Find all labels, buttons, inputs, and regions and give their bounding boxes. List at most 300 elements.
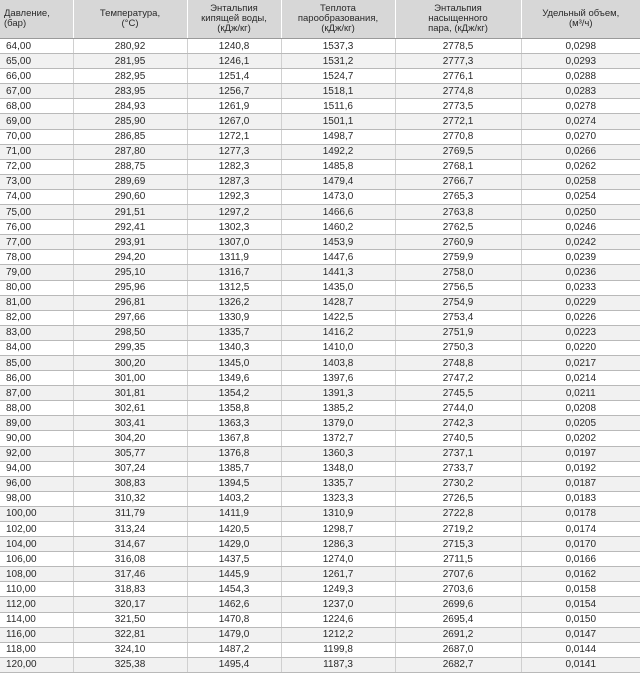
cell-water-enthalpy: 1495,4 <box>187 657 281 672</box>
table-row <box>0 657 640 672</box>
cell-specific-volume: 0,0266 <box>521 144 640 159</box>
cell-steam-enthalpy: 2703,6 <box>395 582 521 597</box>
table-row <box>0 506 640 521</box>
table-row <box>0 491 640 506</box>
cell-vaporization-heat: 1372,7 <box>281 431 395 446</box>
cell-pressure: 72,00 <box>0 159 73 174</box>
cell-specific-volume: 0,0187 <box>521 476 640 491</box>
cell-specific-volume: 0,0208 <box>521 401 640 416</box>
cell-vaporization-heat: 1212,2 <box>281 627 395 642</box>
cell-temperature: 291,51 <box>73 205 187 220</box>
cell-specific-volume: 0,0178 <box>521 506 640 521</box>
cell-water-enthalpy: 1251,4 <box>187 69 281 84</box>
cell-vaporization-heat: 1441,3 <box>281 265 395 280</box>
cell-pressure: 108,00 <box>0 567 73 582</box>
cell-steam-enthalpy: 2726,5 <box>395 491 521 506</box>
cell-vaporization-heat: 1360,3 <box>281 446 395 461</box>
cell-vaporization-heat: 1391,3 <box>281 386 395 401</box>
cell-temperature: 299,35 <box>73 340 187 355</box>
cell-temperature: 324,10 <box>73 642 187 657</box>
cell-temperature: 280,92 <box>73 39 187 54</box>
cell-vaporization-heat: 1428,7 <box>281 295 395 310</box>
cell-pressure: 116,00 <box>0 627 73 642</box>
cell-pressure: 106,00 <box>0 552 73 567</box>
cell-temperature: 289,69 <box>73 174 187 189</box>
cell-water-enthalpy: 1261,9 <box>187 99 281 114</box>
cell-vaporization-heat: 1187,3 <box>281 657 395 672</box>
cell-specific-volume: 0,0141 <box>521 657 640 672</box>
cell-steam-enthalpy: 2770,8 <box>395 129 521 144</box>
cell-steam-enthalpy: 2773,5 <box>395 99 521 114</box>
cell-water-enthalpy: 1302,3 <box>187 220 281 235</box>
cell-pressure: 74,00 <box>0 189 73 204</box>
cell-temperature: 286,85 <box>73 129 187 144</box>
cell-vaporization-heat: 1298,7 <box>281 522 395 537</box>
cell-water-enthalpy: 1345,0 <box>187 355 281 370</box>
cell-steam-enthalpy: 2719,2 <box>395 522 521 537</box>
table-row <box>0 476 640 491</box>
header-line: Удельный объем, <box>542 8 620 19</box>
cell-pressure: 69,00 <box>0 114 73 129</box>
table-row <box>0 552 640 567</box>
cell-pressure: 70,00 <box>0 129 73 144</box>
cell-temperature: 302,61 <box>73 401 187 416</box>
table-row <box>0 159 640 174</box>
cell-water-enthalpy: 1267,0 <box>187 114 281 129</box>
cell-water-enthalpy: 1349,6 <box>187 371 281 386</box>
cell-pressure: 84,00 <box>0 340 73 355</box>
cell-specific-volume: 0,0242 <box>521 235 640 250</box>
cell-temperature: 300,20 <box>73 355 187 370</box>
table-row <box>0 99 640 114</box>
header-line: (бар) <box>4 18 27 29</box>
cell-water-enthalpy: 1297,2 <box>187 205 281 220</box>
cell-specific-volume: 0,0262 <box>521 159 640 174</box>
cell-vaporization-heat: 1199,8 <box>281 642 395 657</box>
cell-vaporization-heat: 1531,2 <box>281 54 395 69</box>
cell-vaporization-heat: 1435,0 <box>281 280 395 295</box>
cell-pressure: 82,00 <box>0 310 73 325</box>
header-line: пара, (кДж/кг) <box>428 23 488 34</box>
cell-specific-volume: 0,0150 <box>521 612 640 627</box>
cell-steam-enthalpy: 2687,0 <box>395 642 521 657</box>
cell-pressure: 81,00 <box>0 295 73 310</box>
table-row <box>0 174 640 189</box>
cell-pressure: 96,00 <box>0 476 73 491</box>
cell-specific-volume: 0,0197 <box>521 446 640 461</box>
cell-steam-enthalpy: 2751,9 <box>395 325 521 340</box>
cell-steam-enthalpy: 2733,7 <box>395 461 521 476</box>
table-row <box>0 265 640 280</box>
cell-water-enthalpy: 1454,3 <box>187 582 281 597</box>
cell-pressure: 66,00 <box>0 69 73 84</box>
cell-vaporization-heat: 1498,7 <box>281 129 395 144</box>
table-row <box>0 205 640 220</box>
table-row <box>0 129 640 144</box>
cell-temperature: 317,46 <box>73 567 187 582</box>
cell-temperature: 285,90 <box>73 114 187 129</box>
cell-pressure: 120,00 <box>0 657 73 672</box>
header-line: насыщенного <box>428 13 488 24</box>
cell-temperature: 287,80 <box>73 144 187 159</box>
cell-pressure: 67,00 <box>0 84 73 99</box>
table-row <box>0 582 640 597</box>
cell-pressure: 83,00 <box>0 325 73 340</box>
table-body <box>0 39 640 673</box>
cell-pressure: 64,00 <box>0 39 73 54</box>
cell-water-enthalpy: 1376,8 <box>187 446 281 461</box>
cell-steam-enthalpy: 2722,8 <box>395 506 521 521</box>
cell-pressure: 102,00 <box>0 522 73 537</box>
cell-temperature: 281,95 <box>73 54 187 69</box>
cell-temperature: 305,77 <box>73 446 187 461</box>
header-row <box>0 0 640 39</box>
cell-steam-enthalpy: 2753,4 <box>395 310 521 325</box>
cell-temperature: 301,00 <box>73 371 187 386</box>
table-row <box>0 386 640 401</box>
cell-pressure: 92,00 <box>0 446 73 461</box>
table-row <box>0 144 640 159</box>
cell-steam-enthalpy: 2744,0 <box>395 401 521 416</box>
table-row <box>0 446 640 461</box>
cell-vaporization-heat: 1453,9 <box>281 235 395 250</box>
header-line: Давление, <box>4 8 50 19</box>
cell-water-enthalpy: 1367,8 <box>187 431 281 446</box>
cell-steam-enthalpy: 2695,4 <box>395 612 521 627</box>
cell-water-enthalpy: 1487,2 <box>187 642 281 657</box>
cell-water-enthalpy: 1246,1 <box>187 54 281 69</box>
cell-specific-volume: 0,0250 <box>521 205 640 220</box>
cell-vaporization-heat: 1410,0 <box>281 340 395 355</box>
table-row <box>0 84 640 99</box>
cell-temperature: 321,50 <box>73 612 187 627</box>
cell-steam-enthalpy: 2707,6 <box>395 567 521 582</box>
cell-steam-enthalpy: 2754,9 <box>395 295 521 310</box>
cell-vaporization-heat: 1403,8 <box>281 355 395 370</box>
cell-vaporization-heat: 1323,3 <box>281 491 395 506</box>
cell-steam-enthalpy: 2766,7 <box>395 174 521 189</box>
cell-water-enthalpy: 1307,0 <box>187 235 281 250</box>
cell-water-enthalpy: 1479,0 <box>187 627 281 642</box>
cell-water-enthalpy: 1437,5 <box>187 552 281 567</box>
cell-vaporization-heat: 1274,0 <box>281 552 395 567</box>
cell-steam-enthalpy: 2762,5 <box>395 220 521 235</box>
cell-pressure: 85,00 <box>0 355 73 370</box>
cell-specific-volume: 0,0283 <box>521 84 640 99</box>
cell-temperature: 311,79 <box>73 506 187 521</box>
cell-pressure: 114,00 <box>0 612 73 627</box>
cell-pressure: 104,00 <box>0 537 73 552</box>
cell-pressure: 79,00 <box>0 265 73 280</box>
cell-temperature: 298,50 <box>73 325 187 340</box>
cell-specific-volume: 0,0166 <box>521 552 640 567</box>
cell-specific-volume: 0,0147 <box>521 627 640 642</box>
cell-pressure: 71,00 <box>0 144 73 159</box>
table-row <box>0 371 640 386</box>
cell-pressure: 68,00 <box>0 99 73 114</box>
cell-pressure: 75,00 <box>0 205 73 220</box>
header-line: (кДж/кг) <box>217 23 251 34</box>
table-row <box>0 522 640 537</box>
cell-temperature: 292,41 <box>73 220 187 235</box>
cell-specific-volume: 0,0254 <box>521 189 640 204</box>
cell-steam-enthalpy: 2760,9 <box>395 235 521 250</box>
cell-pressure: 89,00 <box>0 416 73 431</box>
cell-temperature: 284,93 <box>73 99 187 114</box>
table-header <box>0 0 640 39</box>
cell-vaporization-heat: 1466,6 <box>281 205 395 220</box>
cell-water-enthalpy: 1340,3 <box>187 340 281 355</box>
cell-steam-enthalpy: 2691,2 <box>395 627 521 642</box>
cell-steam-enthalpy: 2756,5 <box>395 280 521 295</box>
cell-steam-enthalpy: 2765,3 <box>395 189 521 204</box>
table-row <box>0 597 640 612</box>
cell-temperature: 283,95 <box>73 84 187 99</box>
cell-steam-enthalpy: 2758,0 <box>395 265 521 280</box>
header-line: (м³/ч) <box>568 18 593 29</box>
cell-steam-enthalpy: 2682,7 <box>395 657 521 672</box>
cell-specific-volume: 0,0144 <box>521 642 640 657</box>
table-row <box>0 310 640 325</box>
cell-pressure: 86,00 <box>0 371 73 386</box>
cell-water-enthalpy: 1330,9 <box>187 310 281 325</box>
cell-temperature: 325,38 <box>73 657 187 672</box>
cell-specific-volume: 0,0154 <box>521 597 640 612</box>
cell-specific-volume: 0,0239 <box>521 250 640 265</box>
cell-steam-enthalpy: 2778,5 <box>395 39 521 54</box>
header-specific-volume <box>521 0 640 39</box>
cell-vaporization-heat: 1537,3 <box>281 39 395 54</box>
cell-temperature: 293,91 <box>73 235 187 250</box>
cell-water-enthalpy: 1282,3 <box>187 159 281 174</box>
cell-steam-enthalpy: 2776,1 <box>395 69 521 84</box>
header-temperature <box>73 0 187 39</box>
cell-temperature: 295,10 <box>73 265 187 280</box>
cell-water-enthalpy: 1470,8 <box>187 612 281 627</box>
cell-steam-enthalpy: 2774,8 <box>395 84 521 99</box>
cell-temperature: 320,17 <box>73 597 187 612</box>
cell-vaporization-heat: 1416,2 <box>281 325 395 340</box>
cell-vaporization-heat: 1485,8 <box>281 159 395 174</box>
cell-water-enthalpy: 1311,9 <box>187 250 281 265</box>
cell-specific-volume: 0,0183 <box>521 491 640 506</box>
cell-water-enthalpy: 1240,8 <box>187 39 281 54</box>
cell-steam-enthalpy: 2737,1 <box>395 446 521 461</box>
cell-specific-volume: 0,0205 <box>521 416 640 431</box>
table-row <box>0 250 640 265</box>
cell-vaporization-heat: 1379,0 <box>281 416 395 431</box>
cell-vaporization-heat: 1501,1 <box>281 114 395 129</box>
cell-specific-volume: 0,0220 <box>521 340 640 355</box>
cell-steam-enthalpy: 2777,3 <box>395 54 521 69</box>
header-line: (°С) <box>121 18 139 29</box>
cell-water-enthalpy: 1358,8 <box>187 401 281 416</box>
cell-water-enthalpy: 1256,7 <box>187 84 281 99</box>
cell-water-enthalpy: 1394,5 <box>187 476 281 491</box>
table-row <box>0 54 640 69</box>
cell-temperature: 301,81 <box>73 386 187 401</box>
cell-water-enthalpy: 1429,0 <box>187 537 281 552</box>
cell-water-enthalpy: 1277,3 <box>187 144 281 159</box>
cell-water-enthalpy: 1272,1 <box>187 129 281 144</box>
cell-steam-enthalpy: 2759,9 <box>395 250 521 265</box>
cell-specific-volume: 0,0236 <box>521 265 640 280</box>
table-row <box>0 325 640 340</box>
cell-vaporization-heat: 1460,2 <box>281 220 395 235</box>
cell-temperature: 314,67 <box>73 537 187 552</box>
cell-steam-enthalpy: 2763,8 <box>395 205 521 220</box>
cell-steam-enthalpy: 2742,3 <box>395 416 521 431</box>
table-row <box>0 39 640 54</box>
cell-vaporization-heat: 1385,2 <box>281 401 395 416</box>
cell-vaporization-heat: 1422,5 <box>281 310 395 325</box>
cell-pressure: 77,00 <box>0 235 73 250</box>
table-row <box>0 69 640 84</box>
table-row <box>0 401 640 416</box>
cell-steam-enthalpy: 2748,8 <box>395 355 521 370</box>
table-row <box>0 537 640 552</box>
cell-vaporization-heat: 1479,4 <box>281 174 395 189</box>
cell-specific-volume: 0,0293 <box>521 54 640 69</box>
cell-specific-volume: 0,0158 <box>521 582 640 597</box>
table-row <box>0 235 640 250</box>
cell-water-enthalpy: 1335,7 <box>187 325 281 340</box>
cell-pressure: 80,00 <box>0 280 73 295</box>
cell-pressure: 78,00 <box>0 250 73 265</box>
cell-water-enthalpy: 1316,7 <box>187 265 281 280</box>
cell-specific-volume: 0,0170 <box>521 537 640 552</box>
cell-steam-enthalpy: 2768,1 <box>395 159 521 174</box>
cell-pressure: 100,00 <box>0 506 73 521</box>
cell-steam-enthalpy: 2740,5 <box>395 431 521 446</box>
cell-steam-enthalpy: 2769,5 <box>395 144 521 159</box>
cell-specific-volume: 0,0174 <box>521 522 640 537</box>
cell-steam-enthalpy: 2747,2 <box>395 371 521 386</box>
cell-water-enthalpy: 1420,5 <box>187 522 281 537</box>
table-row <box>0 627 640 642</box>
table-row <box>0 340 640 355</box>
cell-specific-volume: 0,0298 <box>521 39 640 54</box>
cell-vaporization-heat: 1447,6 <box>281 250 395 265</box>
table-row <box>0 612 640 627</box>
table-row <box>0 567 640 582</box>
cell-water-enthalpy: 1462,6 <box>187 597 281 612</box>
cell-water-enthalpy: 1445,9 <box>187 567 281 582</box>
cell-water-enthalpy: 1363,3 <box>187 416 281 431</box>
cell-vaporization-heat: 1397,6 <box>281 371 395 386</box>
cell-vaporization-heat: 1261,7 <box>281 567 395 582</box>
cell-temperature: 303,41 <box>73 416 187 431</box>
cell-water-enthalpy: 1292,3 <box>187 189 281 204</box>
table-row <box>0 114 640 129</box>
table-row <box>0 220 640 235</box>
cell-steam-enthalpy: 2772,1 <box>395 114 521 129</box>
header-line: парообразования, <box>297 13 379 24</box>
cell-vaporization-heat: 1237,0 <box>281 597 395 612</box>
cell-temperature: 304,20 <box>73 431 187 446</box>
cell-specific-volume: 0,0211 <box>521 386 640 401</box>
cell-vaporization-heat: 1310,9 <box>281 506 395 521</box>
table-row <box>0 295 640 310</box>
cell-water-enthalpy: 1411,9 <box>187 506 281 521</box>
cell-water-enthalpy: 1354,2 <box>187 386 281 401</box>
cell-vaporization-heat: 1511,6 <box>281 99 395 114</box>
cell-water-enthalpy: 1287,3 <box>187 174 281 189</box>
cell-pressure: 112,00 <box>0 597 73 612</box>
cell-temperature: 313,24 <box>73 522 187 537</box>
cell-temperature: 282,95 <box>73 69 187 84</box>
table-row <box>0 280 640 295</box>
cell-specific-volume: 0,0162 <box>521 567 640 582</box>
cell-temperature: 288,75 <box>73 159 187 174</box>
cell-temperature: 322,81 <box>73 627 187 642</box>
header-water-enthalpy <box>187 0 281 39</box>
cell-temperature: 307,24 <box>73 461 187 476</box>
cell-pressure: 73,00 <box>0 174 73 189</box>
header-vaporization-heat <box>281 0 395 39</box>
cell-water-enthalpy: 1312,5 <box>187 280 281 295</box>
cell-pressure: 98,00 <box>0 491 73 506</box>
cell-vaporization-heat: 1348,0 <box>281 461 395 476</box>
cell-specific-volume: 0,0192 <box>521 461 640 476</box>
cell-pressure: 87,00 <box>0 386 73 401</box>
cell-vaporization-heat: 1524,7 <box>281 69 395 84</box>
cell-temperature: 310,32 <box>73 491 187 506</box>
cell-specific-volume: 0,0202 <box>521 431 640 446</box>
cell-specific-volume: 0,0233 <box>521 280 640 295</box>
cell-temperature: 296,81 <box>73 295 187 310</box>
cell-pressure: 88,00 <box>0 401 73 416</box>
header-line: Теплота <box>320 3 356 14</box>
cell-temperature: 316,08 <box>73 552 187 567</box>
header-line: (кДж/кг) <box>321 23 355 34</box>
cell-vaporization-heat: 1286,3 <box>281 537 395 552</box>
cell-vaporization-heat: 1473,0 <box>281 189 395 204</box>
header-line: кипящей воды, <box>201 13 267 24</box>
cell-pressure: 118,00 <box>0 642 73 657</box>
table-row <box>0 355 640 370</box>
header-steam-enthalpy <box>395 0 521 39</box>
cell-pressure: 76,00 <box>0 220 73 235</box>
header-pressure <box>0 0 73 39</box>
cell-steam-enthalpy: 2730,2 <box>395 476 521 491</box>
cell-water-enthalpy: 1385,7 <box>187 461 281 476</box>
cell-specific-volume: 0,0214 <box>521 371 640 386</box>
header-line: Энтальпия <box>210 3 258 14</box>
header-line: Энтальпия <box>434 3 482 14</box>
cell-pressure: 90,00 <box>0 431 73 446</box>
cell-specific-volume: 0,0217 <box>521 355 640 370</box>
cell-pressure: 110,00 <box>0 582 73 597</box>
header-line: Температура, <box>99 8 161 19</box>
cell-steam-enthalpy: 2711,5 <box>395 552 521 567</box>
table-row <box>0 189 640 204</box>
cell-temperature: 308,83 <box>73 476 187 491</box>
cell-water-enthalpy: 1326,2 <box>187 295 281 310</box>
cell-water-enthalpy: 1403,2 <box>187 491 281 506</box>
cell-steam-enthalpy: 2715,3 <box>395 537 521 552</box>
cell-pressure: 65,00 <box>0 54 73 69</box>
cell-vaporization-heat: 1492,2 <box>281 144 395 159</box>
cell-specific-volume: 0,0226 <box>521 310 640 325</box>
cell-pressure: 94,00 <box>0 461 73 476</box>
cell-temperature: 297,66 <box>73 310 187 325</box>
cell-specific-volume: 0,0288 <box>521 69 640 84</box>
cell-vaporization-heat: 1518,1 <box>281 84 395 99</box>
cell-temperature: 295,96 <box>73 280 187 295</box>
cell-steam-enthalpy: 2750,3 <box>395 340 521 355</box>
cell-specific-volume: 0,0270 <box>521 129 640 144</box>
